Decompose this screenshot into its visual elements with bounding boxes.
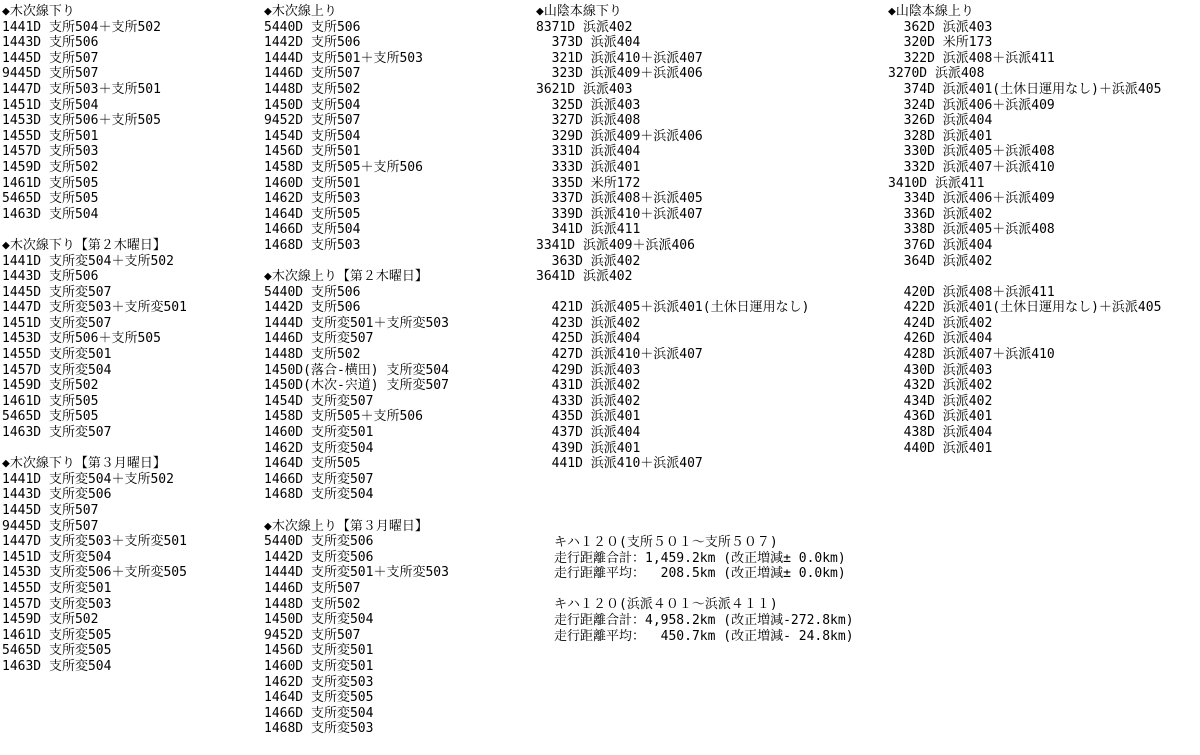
schedule-line: 1457D 支所503 xyxy=(2,144,99,160)
schedule-line: 1459D 支所502 xyxy=(2,159,99,175)
section-heading: ◆木次線下り【第３月曜日】 xyxy=(2,456,166,472)
schedule-line: 422D 浜派401(土休日運用なし)＋浜派405 xyxy=(888,300,1162,316)
schedule-line: 333D 浜派401 xyxy=(536,159,641,175)
schedule-line: 427D 浜派410＋浜派407 xyxy=(536,347,703,363)
schedule-line: 1454D 支所変507 xyxy=(264,393,374,409)
schedule-line: 1463D 支所変504 xyxy=(2,658,112,674)
schedule-line: 9445D 支所507 xyxy=(2,518,99,534)
schedule-line: 429D 浜派403 xyxy=(536,362,641,378)
schedule-line: 9445D 支所507 xyxy=(2,66,99,82)
section-heading: ◆木次線下り xyxy=(2,4,75,19)
schedule-line: 432D 浜派402 xyxy=(888,378,993,394)
schedule-line: 339D 浜派410＋浜派407 xyxy=(536,206,703,222)
schedule-line: 5465D 支所505 xyxy=(2,191,99,207)
summary-line xyxy=(554,582,854,598)
schedule-line: 1455D 支所変501 xyxy=(2,580,112,596)
summary-line: 走行距離合計：4,958.2km (改正増減-272.8km) xyxy=(554,612,854,628)
column-kisuki-up xyxy=(264,4,449,737)
schedule-line: 1448D 支所502 xyxy=(264,347,361,363)
schedule-line: 3270D 浜派408 xyxy=(888,66,985,82)
schedule-line: 5440D 支所506 xyxy=(264,284,361,300)
schedule-line: 364D 浜派402 xyxy=(888,253,993,269)
section-heading: ◆山陰本線上り xyxy=(888,4,974,19)
schedule-line: 335D 米所172 xyxy=(536,175,641,191)
schedule-line: 424D 浜派402 xyxy=(888,315,993,331)
schedule-line: 1464D 支所505 xyxy=(264,206,361,222)
schedule-line: 1468D 支所変504 xyxy=(264,487,374,503)
schedule-line: 5440D 支所変506 xyxy=(264,534,374,550)
schedule-line: 1461D 支所505 xyxy=(2,175,99,191)
schedule-line: 439D 浜派401 xyxy=(536,440,641,456)
schedule-line: 374D 浜派401(土休日運用なし)＋浜派405 xyxy=(888,81,1162,97)
schedule-line: 1450D(木次-宍道) 支所変507 xyxy=(264,378,449,394)
section-heading: ◆木次線下り【第２木曜日】 xyxy=(2,237,166,253)
schedule-line: 1447D 支所変503＋支所変501 xyxy=(2,534,187,550)
schedule-line: 1441D 支所変504＋支所502 xyxy=(2,471,174,487)
schedule-line: 329D 浜派409＋浜派406 xyxy=(536,128,703,144)
schedule-line: 1453D 支所変506＋支所変505 xyxy=(2,565,187,581)
schedule-line: 326D 浜派404 xyxy=(888,113,993,129)
schedule-line: 5440D 支所506 xyxy=(264,19,361,35)
schedule-line: 421D 浜派405＋浜派401(土休日運用なし) xyxy=(536,300,810,316)
schedule-line: 376D 浜派404 xyxy=(888,237,993,253)
schedule-line: 1461D 支所505 xyxy=(2,393,99,409)
schedule-line: 1460D 支所変501 xyxy=(264,425,374,441)
schedule-line: 1460D 支所変501 xyxy=(264,658,374,674)
schedule-line: 1450D(落合-横田) 支所変504 xyxy=(264,362,449,378)
schedule-line: 1441D 支所504＋支所502 xyxy=(2,19,161,35)
schedule-line: 1442D 支所変506 xyxy=(264,549,374,565)
schedule-line: 3410D 浜派411 xyxy=(888,175,985,191)
schedule-line: 1466D 支所変504 xyxy=(264,705,374,721)
schedule-line xyxy=(264,254,449,270)
section-heading: ◆山陰本線下り xyxy=(536,4,622,19)
schedule-line: 1455D 支所変501 xyxy=(2,347,112,363)
schedule-line: 440D 浜派401 xyxy=(888,440,993,456)
schedule-line: 1457D 支所変503 xyxy=(2,596,112,612)
schedule-line: 1456D 支所501 xyxy=(264,144,361,160)
schedule-line: 324D 浜派406＋浜派409 xyxy=(888,97,1055,113)
schedule-line: 1442D 支所506 xyxy=(264,300,361,316)
section-heading: ◆木次線上り xyxy=(264,4,337,19)
schedule-line: 431D 浜派402 xyxy=(536,378,641,394)
schedule-line: 1468D 支所変503 xyxy=(264,721,374,737)
schedule-line: 3341D 浜派409＋浜派406 xyxy=(536,237,695,253)
schedule-line xyxy=(2,222,187,238)
schedule-line: 420D 浜派408＋浜派411 xyxy=(888,284,1055,300)
schedule-line xyxy=(2,441,187,457)
schedule-line: 1459D 支所502 xyxy=(2,378,99,394)
schedule-line: 373D 浜派404 xyxy=(536,35,641,51)
schedule-line: 1453D 支所506＋支所505 xyxy=(2,113,161,129)
schedule-line: 1457D 支所変504 xyxy=(2,362,112,378)
schedule-line: 1464D 支所505 xyxy=(264,456,361,472)
schedule-line: 1459D 支所502 xyxy=(2,612,99,628)
schedule-line: 425D 浜派404 xyxy=(536,331,641,347)
schedule-line: 1447D 支所503＋支所501 xyxy=(2,81,161,97)
schedule-line: 428D 浜派407＋浜派410 xyxy=(888,347,1055,363)
schedule-line: 3641D 浜派402 xyxy=(536,269,633,285)
schedule-line: 1445D 支所507 xyxy=(2,503,99,518)
schedule-line: 363D 浜派402 xyxy=(536,253,641,269)
summary-line: 走行距離平均： 450.7km (改正増減- 24.8km) xyxy=(554,628,854,644)
schedule-line: 336D 浜派402 xyxy=(888,206,993,222)
schedule-line: 362D 浜派403 xyxy=(888,19,993,35)
schedule-line: 438D 浜派404 xyxy=(888,425,993,441)
schedule-line: 322D 浜派408＋浜派411 xyxy=(888,50,1055,66)
schedule-line: 327D 浜派408 xyxy=(536,113,641,129)
schedule-line: 337D 浜派408＋浜派405 xyxy=(536,191,703,207)
schedule-line: 330D 浜派405＋浜派408 xyxy=(888,144,1055,160)
schedule-line: 1443D 支所変506 xyxy=(2,487,112,503)
column-sanin-up xyxy=(888,4,1161,456)
schedule-line: 1466D 支所504 xyxy=(264,222,361,238)
schedule-line: 8371D 浜派402 xyxy=(536,19,633,35)
schedule-line: 9452D 支所507 xyxy=(264,113,361,129)
schedule-line: 1448D 支所502 xyxy=(264,596,361,612)
schedule-line: 1444D 支所501＋支所503 xyxy=(264,50,423,66)
schedule-line: 1445D 支所変507 xyxy=(2,284,112,300)
schedule-line: 434D 浜派402 xyxy=(888,393,993,409)
schedule-line: 1444D 支所変501＋支所変503 xyxy=(264,565,449,581)
schedule-line: 1462D 支所変504 xyxy=(264,440,374,456)
column-sanin-down xyxy=(536,4,809,472)
summary-line: 走行距離平均： 208.5km (改正増減± 0.0km) xyxy=(554,566,846,582)
schedule-line: 435D 浜派401 xyxy=(536,409,641,425)
schedule-line: 1450D 支所変504 xyxy=(264,612,374,628)
schedule-line: 1446D 支所507 xyxy=(264,580,361,596)
schedule-line: 334D 浜派406＋浜派409 xyxy=(888,191,1055,207)
schedule-line: 441D 浜派410＋浜派407 xyxy=(536,456,703,472)
schedule-line xyxy=(888,269,1161,285)
schedule-line: 341D 浜派411 xyxy=(536,222,641,238)
schedule-line: 1453D 支所506＋支所505 xyxy=(2,331,161,347)
schedule-line xyxy=(536,285,809,301)
schedule-line: 1462D 支所503 xyxy=(264,191,361,207)
schedule-line: 1451D 支所504 xyxy=(2,97,99,113)
summary-line: キハ１２０(支所５０１～支所５０７) xyxy=(554,535,778,550)
schedule-line: 1460D 支所501 xyxy=(264,175,361,191)
schedule-line: 1443D 支所506 xyxy=(2,35,99,51)
schedule-line: 1454D 支所504 xyxy=(264,128,361,144)
schedule-line: 321D 浜派410＋浜派407 xyxy=(536,50,703,66)
mileage-summary xyxy=(554,535,854,644)
schedule-line: 1443D 支所506 xyxy=(2,269,99,285)
schedule-line: 433D 浜派402 xyxy=(536,393,641,409)
schedule-line: 1444D 支所変501＋支所変503 xyxy=(264,315,449,331)
schedule-line: 1466D 支所変507 xyxy=(264,471,374,487)
summary-line: キハ１２０(浜派４０１～浜派４１１) xyxy=(554,597,778,613)
schedule-line: 1450D 支所504 xyxy=(264,97,361,113)
schedule-line: 331D 浜派404 xyxy=(536,144,641,160)
schedule-line: 1455D 支所501 xyxy=(2,128,99,144)
schedule-line xyxy=(264,503,449,519)
schedule-line: 5465D 支所変505 xyxy=(2,643,112,659)
schedule-line: 1445D 支所507 xyxy=(2,50,99,66)
schedule-line: 1447D 支所変503＋支所変501 xyxy=(2,300,187,316)
schedule-line: 9452D 支所507 xyxy=(264,627,361,643)
schedule-line: 423D 浜派402 xyxy=(536,315,641,331)
schedule-line: 430D 浜派403 xyxy=(888,362,993,378)
schedule-line: 1441D 支所変504＋支所502 xyxy=(2,253,174,269)
schedule-line: 338D 浜派405＋浜派408 xyxy=(888,222,1055,238)
schedule-line: 1463D 支所504 xyxy=(2,206,99,222)
schedule-line: 1461D 支所変505 xyxy=(2,627,112,643)
schedule-line: 325D 浜派403 xyxy=(536,97,641,113)
schedule-line: 426D 浜派404 xyxy=(888,331,993,347)
schedule-line: 1458D 支所505＋支所506 xyxy=(264,409,423,425)
schedule-line: 332D 浜派407＋浜派410 xyxy=(888,159,1055,175)
schedule-line: 5465D 支所505 xyxy=(2,409,99,425)
schedule-line: 437D 浜派404 xyxy=(536,425,641,441)
schedule-line: 1468D 支所503 xyxy=(264,237,361,253)
schedule-line: 1442D 支所506 xyxy=(264,35,361,51)
schedule-line: 1446D 支所507 xyxy=(264,66,361,82)
summary-line: 走行距離合計：1,459.2km (改正増減± 0.0km) xyxy=(554,550,846,566)
schedule-line: 1462D 支所変503 xyxy=(264,674,374,690)
column-kisuki-down xyxy=(2,4,187,675)
schedule-line: 323D 浜派409＋浜派406 xyxy=(536,66,703,82)
section-heading: ◆木次線上り【第２木曜日】 xyxy=(264,269,428,285)
schedule-line: 1456D 支所変501 xyxy=(264,643,374,659)
schedule-line: 320D 米所173 xyxy=(888,35,993,51)
schedule-line: 328D 浜派401 xyxy=(888,128,993,144)
schedule-line: 3621D 浜派403 xyxy=(536,81,633,97)
section-heading: ◆木次線上り【第３月曜日】 xyxy=(264,518,428,534)
schedule-line: 1446D 支所変507 xyxy=(264,331,374,347)
schedule-line: 1463D 支所変507 xyxy=(2,425,112,441)
schedule-line: 1451D 支所変507 xyxy=(2,315,112,331)
schedule-line: 1458D 支所505＋支所506 xyxy=(264,159,423,175)
schedule-line: 436D 浜派401 xyxy=(888,409,993,425)
schedule-line: 1451D 支所変504 xyxy=(2,549,112,565)
schedule-line: 1448D 支所502 xyxy=(264,81,361,97)
schedule-line: 1464D 支所変505 xyxy=(264,690,374,706)
